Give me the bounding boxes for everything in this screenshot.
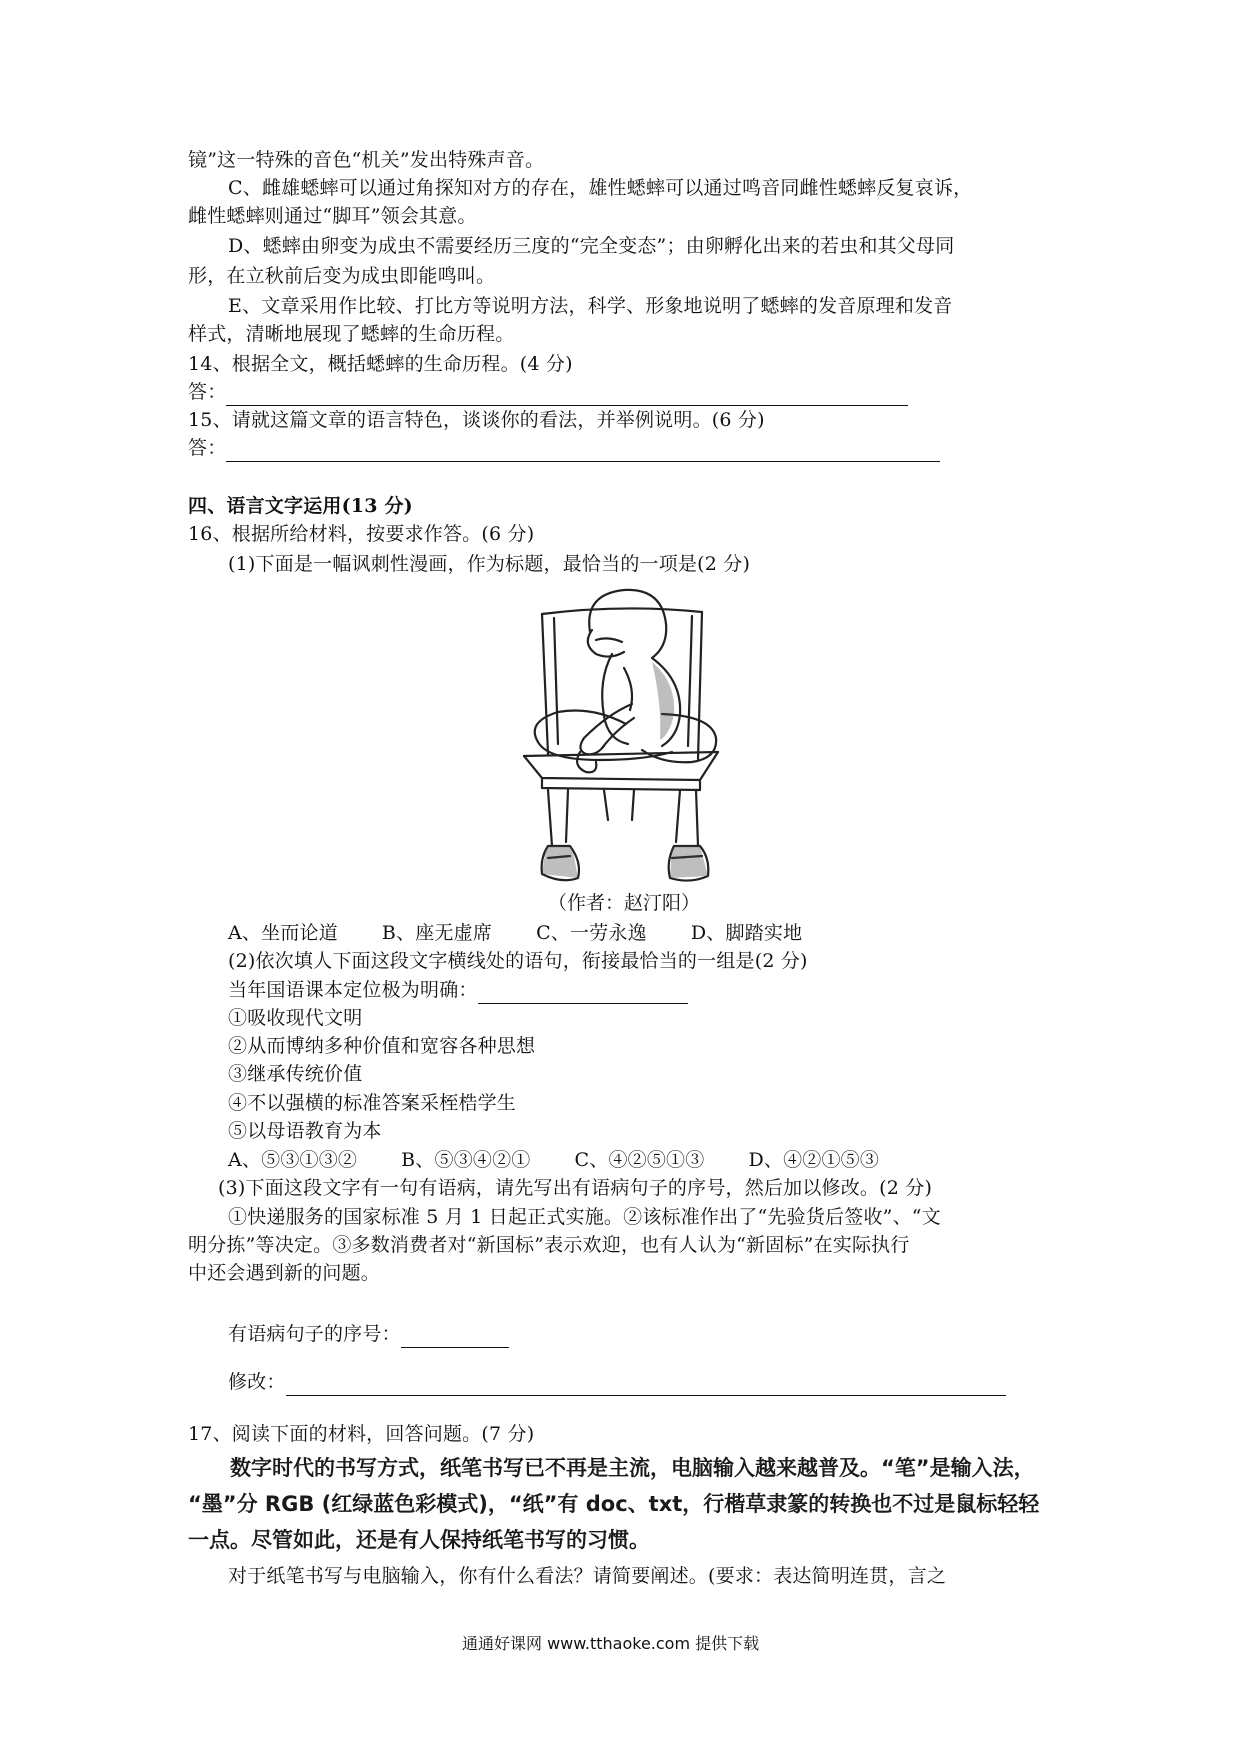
answer-14-row <box>188 378 908 406</box>
answer-15-row <box>188 434 940 462</box>
option-d[interactable]: D、④②①⑤③ <box>748 1149 880 1171</box>
sentence-1: ①吸收现代文明 <box>228 1007 363 1029</box>
question-16: 16、根据所给材料，按要求作答。(6 分) <box>188 523 535 545</box>
sentence-2: ②从而博纳多种价值和宽容各种思想 <box>228 1035 536 1057</box>
section-4-heading: 四、语言文字运用(13 分) <box>188 495 413 517</box>
satirical-cartoon-image <box>512 584 730 890</box>
bad-sentence-blank[interactable] <box>401 1325 509 1348</box>
stem-blank[interactable] <box>478 981 688 1004</box>
question-16-1-options <box>228 919 846 947</box>
passage-3-line2: 明分拣”等决定。③多数消费者对“新国标”表示欢迎，也有人认为“新固标”在实际执行 <box>188 1234 910 1256</box>
answer-label: 答： <box>188 437 227 459</box>
question-16-1: (1)下面是一幅讽刺性漫画，作为标题，最恰当的一项是(2 分) <box>228 553 751 575</box>
question-17-prompt: 对于纸笔书写与电脑输入，你有什么看法？请简要阐述。(要求：表达简明连贯，言之 <box>228 1565 947 1587</box>
page-footer: 通通好课网 www.tthaoke.com 提供下载 <box>462 1634 760 1653</box>
answer-15-blank[interactable] <box>226 439 940 462</box>
option-b[interactable]: B、座无虚席 <box>381 922 493 944</box>
question-15: 15、请就这篇文章的语言特色，谈谈你的看法，并举例说明。(6 分) <box>188 409 765 431</box>
option-e-line1: E、文章采用作比较、打比方等说明方法，科学、形象地说明了蟋蟀的发音原理和发音 <box>228 295 953 317</box>
material-17-line1: 数字时代的书写方式，纸笔书写已不再是主流，电脑输入越来越普及。“笔”是输入法， <box>230 1456 1035 1480</box>
question-14: 14、根据全文，概括蟋蟀的生命历程。(4 分) <box>188 353 573 375</box>
fix-label: 修改： <box>228 1371 286 1393</box>
passage-3-line3: 中还会遇到新的问题。 <box>188 1262 381 1284</box>
sentence-4: ④不以强横的标准答案采桎梏学生 <box>228 1092 517 1114</box>
option-d-line1: D、蟋蟀由卵变为成虫不需要经历三度的“完全变态”；由卵孵化出来的若虫和其父母同 <box>228 235 955 257</box>
option-e-line2: 样式，清晰地展现了蟋蟀的生命历程。 <box>188 323 515 345</box>
question-17: 17、阅读下面的材料，回答问题。(7 分) <box>188 1423 535 1445</box>
sentence-5: ⑤以母语教育为本 <box>228 1120 382 1142</box>
bad-sentence-row <box>228 1320 509 1348</box>
option-d-line2: 形，在立秋前后变为成虫即能鸣叫。 <box>188 265 496 287</box>
question-16-2-stem <box>228 976 688 1004</box>
fix-blank[interactable] <box>286 1373 1006 1396</box>
option-d[interactable]: D、脚踏实地 <box>690 922 803 944</box>
option-a[interactable]: A、坐而论道 <box>228 922 338 944</box>
fix-row <box>228 1368 1006 1396</box>
sentence-3: ③继承传统价值 <box>228 1063 363 1085</box>
option-a[interactable]: A、⑤③①③② <box>228 1149 358 1171</box>
option-c-line2: 雌性蟋蟀则通过“脚耳”领会其意。 <box>188 205 477 227</box>
question-16-2: (2)依次填人下面这段文字横线处的语句，衔接最恰当的一组是(2 分) <box>228 950 808 972</box>
option-c-line1: C、雌雄蟋蟀可以通过角探知对方的存在，雄性蟋蟀可以通过鸣音同雌性蟋蟀反复哀诉， <box>228 177 973 199</box>
material-17-line2: “墨”分 RGB (红绿蓝色彩模式)，“纸”有 doc、txt，行楷草隶篆的转换也不过是鼠标轻轻 <box>188 1492 1040 1516</box>
stem-text: 当年国语课本定位极为明确： <box>228 979 478 1001</box>
material-17-line3: 一点。尽管如此，还是有人保持纸笔书写的习惯。 <box>188 1528 650 1552</box>
bad-sentence-label: 有语病句子的序号： <box>228 1323 401 1345</box>
question-16-2-options <box>228 1146 923 1174</box>
text-line: 镜”这一特殊的音色“机关”发出特殊声音。 <box>188 149 545 171</box>
answer-label: 答： <box>188 381 227 403</box>
option-c[interactable]: C、④②⑤①③ <box>574 1149 705 1171</box>
option-b[interactable]: B、⑤③④②① <box>401 1149 531 1171</box>
question-16-3: (3)下面这段文字有一句有语病，请先写出有语病句子的序号，然后加以修改。(2 分) <box>218 1177 933 1199</box>
passage-3-line1: ①快递服务的国家标准 5 月 1 日起正式实施。②该标准作出了“先验货后签收”、“文 <box>228 1206 941 1228</box>
cartoon-caption: （作者：赵汀阳） <box>548 892 701 914</box>
answer-14-blank[interactable] <box>226 383 908 406</box>
option-c[interactable]: C、一劳永逸 <box>536 922 647 944</box>
